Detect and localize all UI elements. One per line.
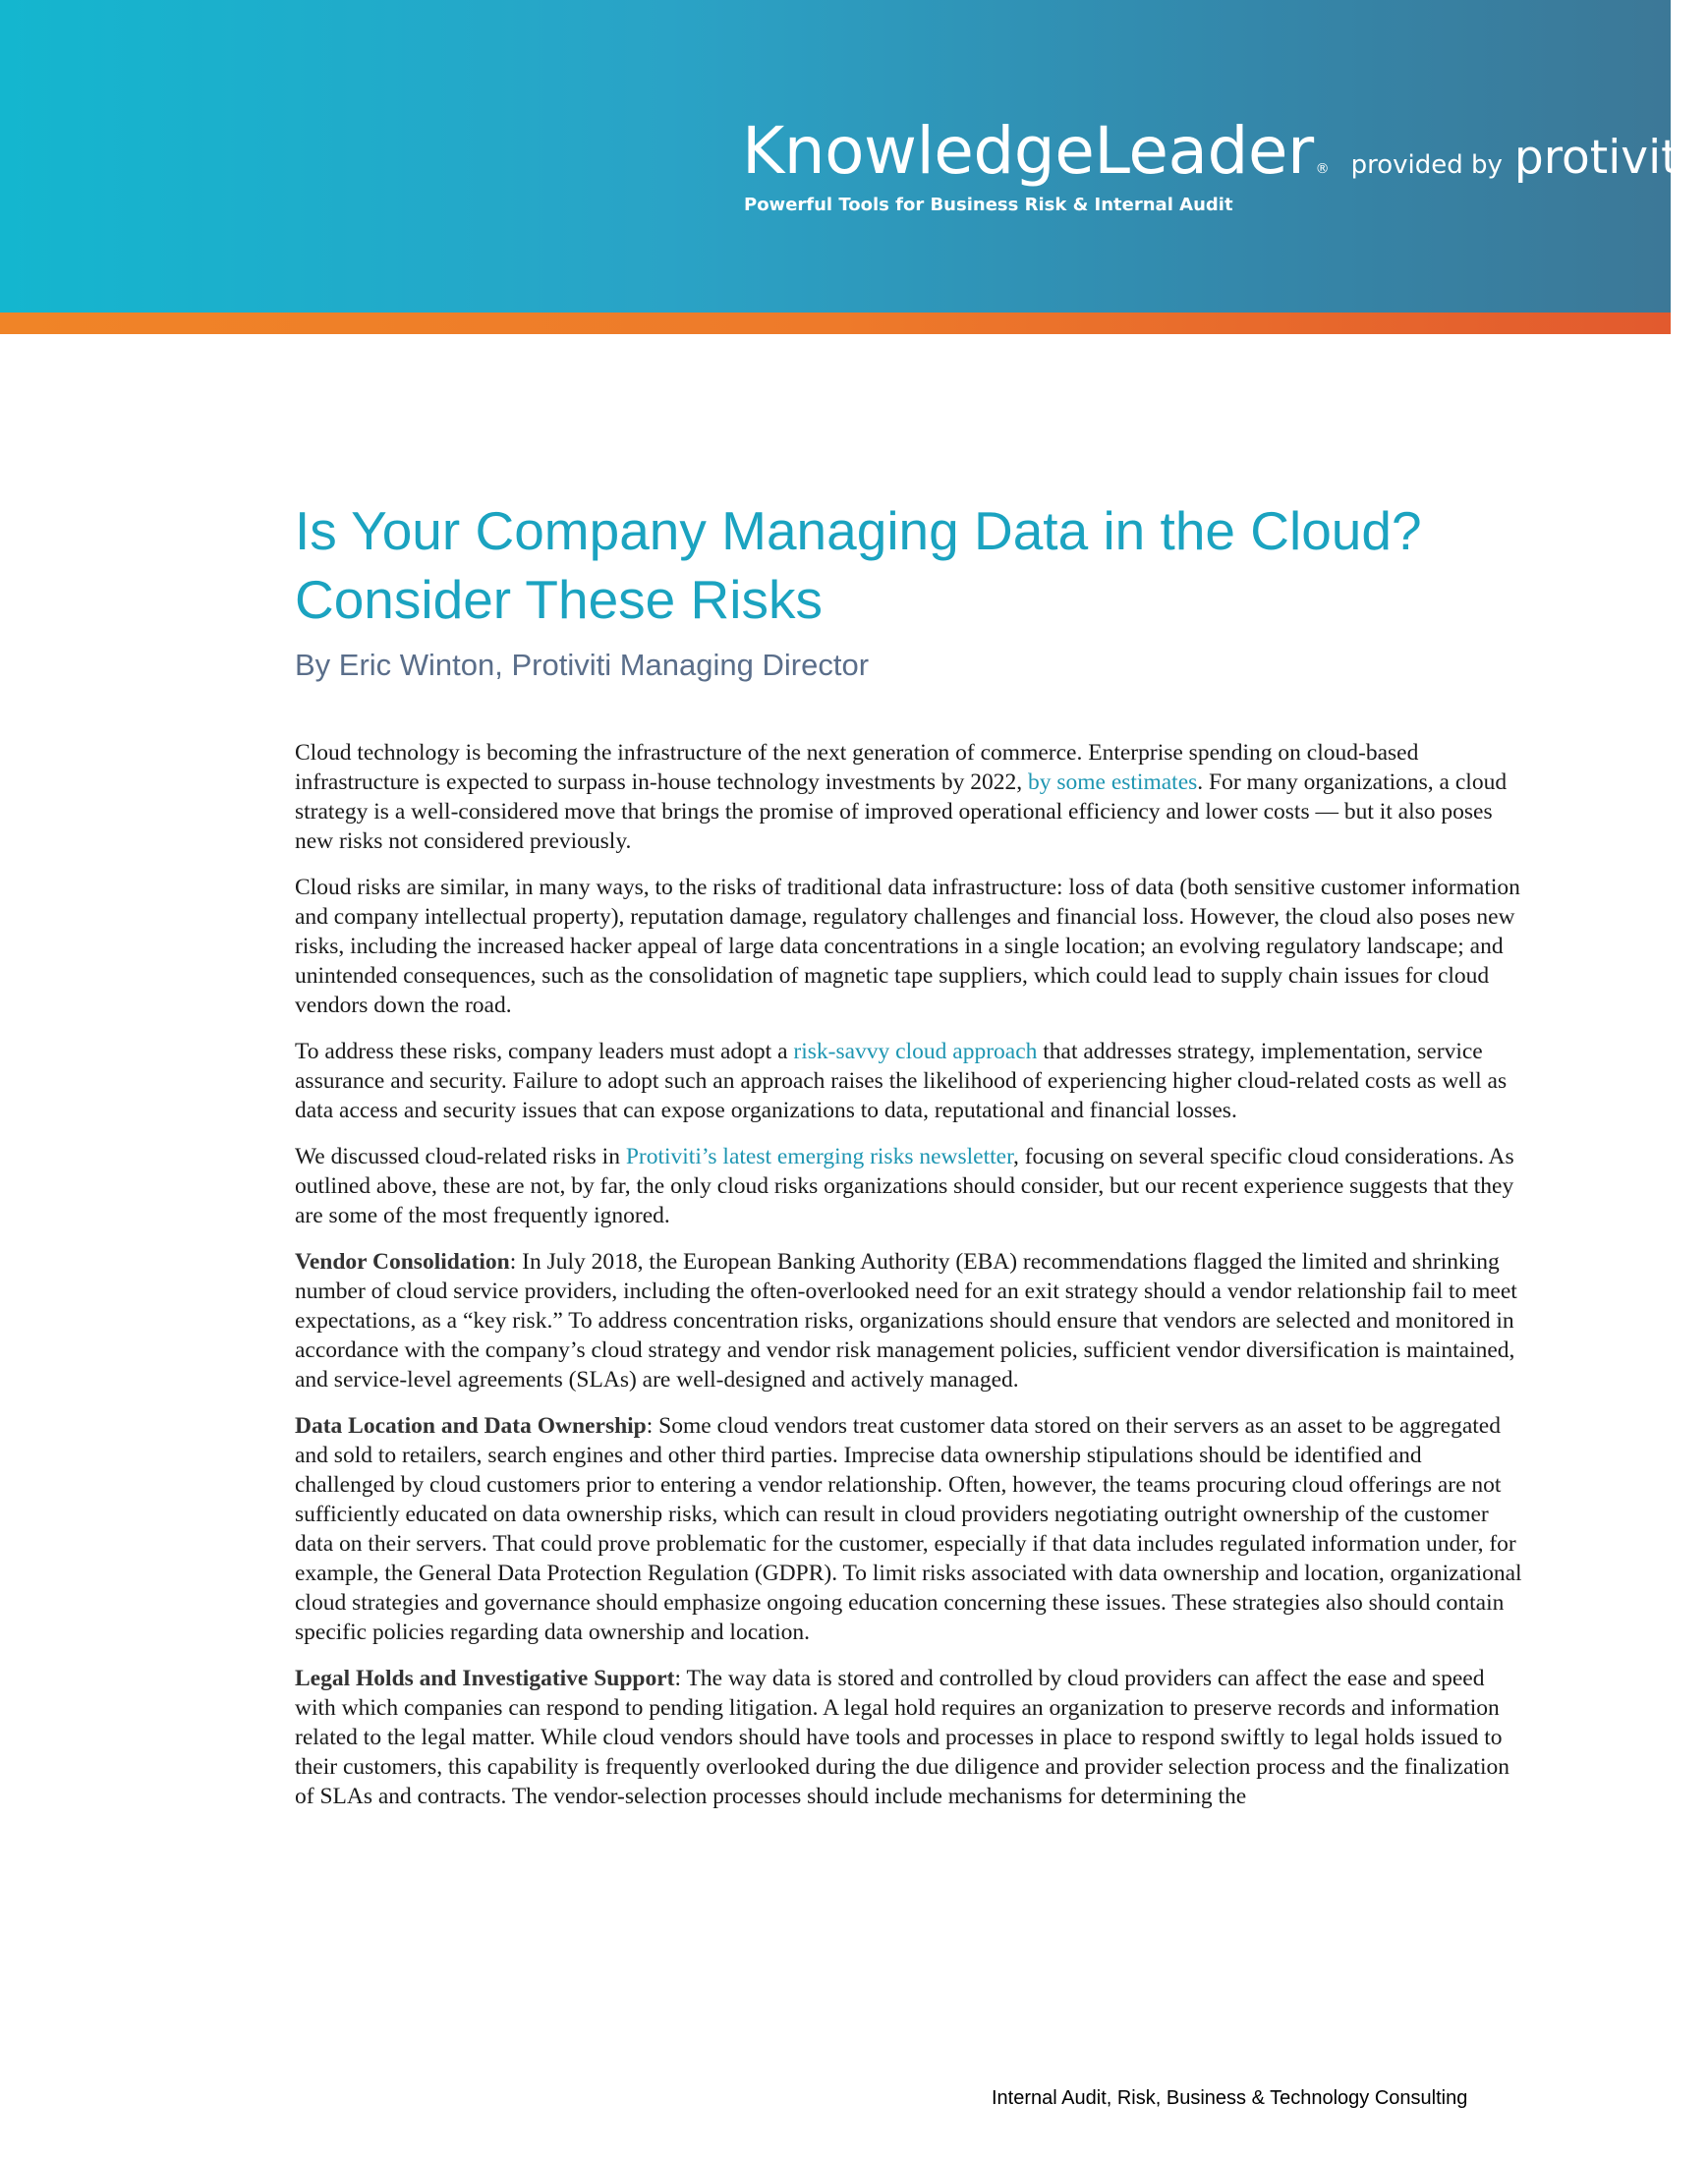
brand-logo bbox=[742, 113, 1708, 215]
provided-by-text: provided by bbox=[1350, 150, 1503, 180]
registered-mark: ® bbox=[1315, 161, 1330, 177]
paragraph-text: : The way data is stored and controlled by cloud providers can affect the ease and speed with which companies can respond to pending litigation. A legal hold requires an organization to preserve records and information related to the legal matter. While cloud vendors should have tools and processes in place to respond swiftly to legal holds issued to their customers, this capability is frequently overlooked during the due diligence and provider selection process and the finalization of SLAs and contracts. The vendor-selection processes should include mechanisms for determining the bbox=[295, 1666, 1509, 1809]
link-emerging-risks-newsletter[interactable]: Protiviti’s latest emerging risks newsletter bbox=[625, 1144, 1013, 1169]
paragraph-address-risks bbox=[295, 1037, 1523, 1125]
paragraph-text: We discussed cloud-related risks in bbox=[295, 1144, 626, 1169]
article-byline: By Eric Winton, Protiviti Managing Director bbox=[295, 648, 870, 682]
paragraph-vendor-consolidation bbox=[295, 1247, 1523, 1394]
paragraph-data-location bbox=[295, 1411, 1523, 1647]
company-registered-mark: ® bbox=[1693, 161, 1708, 177]
link-by-some-estimates[interactable]: by some estimates bbox=[1027, 769, 1198, 795]
paragraph-legal-holds bbox=[295, 1664, 1523, 1811]
paragraph-text: . For many organizations, a cloud strategy is a well-considered move that brings the promise of improved operational efficiency and lower costs — but it also poses new risks not considered previously. bbox=[295, 769, 1508, 854]
article bbox=[295, 496, 1523, 1828]
accent-bar bbox=[0, 313, 1671, 334]
brand-line bbox=[742, 113, 1708, 189]
page-footer: Internal Audit, Risk, Business & Technology Consulting bbox=[992, 2087, 1468, 2109]
company-name: protiviti bbox=[1513, 131, 1692, 185]
paragraph-text: that addresses strategy, implementation, service assurance and security. Failure to adopt such an approach raises the likelihood of experiencing higher cloud-related costs as well as data access and security issues that can expose organizations to data, reputational and financial losses. bbox=[295, 1039, 1508, 1123]
paragraph-text: , focusing on several specific cloud considerations. As outlined above, these are not, by far, the only cloud risks organizations should consider, but our recent experience suggests that they are some of the most frequently ignored. bbox=[295, 1144, 1514, 1228]
paragraph-intro bbox=[295, 738, 1523, 856]
brand-name: KnowledgeLeader bbox=[742, 113, 1314, 189]
paragraph-discussed-risks bbox=[295, 1142, 1523, 1230]
paragraph-text: Cloud technology is becoming the infrastructure of the next generation of commerce. Enterprise spending on cloud-based infrastructure is expected to surpass in-house technology investments by 2022, bbox=[295, 740, 1419, 795]
section-lead-vendor-consolidation: Vendor Consolidation bbox=[295, 1249, 510, 1275]
paragraph-text: : Some cloud vendors treat customer data stored on their servers as an asset to be aggregated and sold to retailers, search engines and other third parties. Imprecise data ownership stipulations should be identified and challenged by cloud customers prior to entering a vendor relationship. Often, however, the teams procuring cloud offerings are not sufficiently educated on data ownership risks, which can result in cloud providers negotiating outright ownership of the customer data on their servers. That could prove problematic for the customer, especially if that data includes regulated information under, for example, the General Data Protection Regulation (GDPR). To limit risks associated with data ownership and location, organizational cloud strategies and governance should emphasize ongoing education concerning these issues. These strategies also should contain specific policies regarding data ownership and location. bbox=[295, 1413, 1522, 1645]
section-lead-legal-holds: Legal Holds and Investigative Support bbox=[295, 1666, 675, 1691]
paragraph-text: To address these risks, company leaders must adopt a bbox=[295, 1039, 794, 1064]
paragraph-text: : In July 2018, the European Banking Authority (EBA) recommendations flagged the limited and shrinking number of cloud service providers, including the often-overlooked need for an exit strategy should a vendor relationship fail to meet expectations, as a “key risk.” To address concentration risks, organizations should ensure that vendors are selected and monitored in accordance with the company’s cloud strategy and vendor risk management policies, sufficient vendor diversification is maintained, and service-level agreements (SLAs) are well-designed and actively managed. bbox=[295, 1249, 1517, 1393]
brand-tagline: Powerful Tools for Business Risk & Internal Audit bbox=[744, 195, 1233, 215]
article-body bbox=[295, 738, 1523, 1811]
link-risk-savvy-cloud-approach[interactable]: risk-savvy cloud approach bbox=[793, 1039, 1038, 1064]
paragraph-cloud-risks: Cloud risks are similar, in many ways, to the risks of traditional data infrastructure: loss of data (both sensitive customer information and company intellectual property), reputation damage, regulatory challenges and financial loss. However, the cloud also poses new risks, including the increased hacker appeal of large data concentrations in a single location; an evolving regulatory landscape; and unintended consequences, such as the consolidation of magnetic tape suppliers, which could lead to supply chain issues for cloud vendors down the road. bbox=[295, 875, 1520, 1018]
article-title: Is Your Company Managing Data in the Cloud? Consider These Risks bbox=[295, 500, 1422, 630]
section-lead-data-location: Data Location and Data Ownership bbox=[295, 1413, 647, 1439]
